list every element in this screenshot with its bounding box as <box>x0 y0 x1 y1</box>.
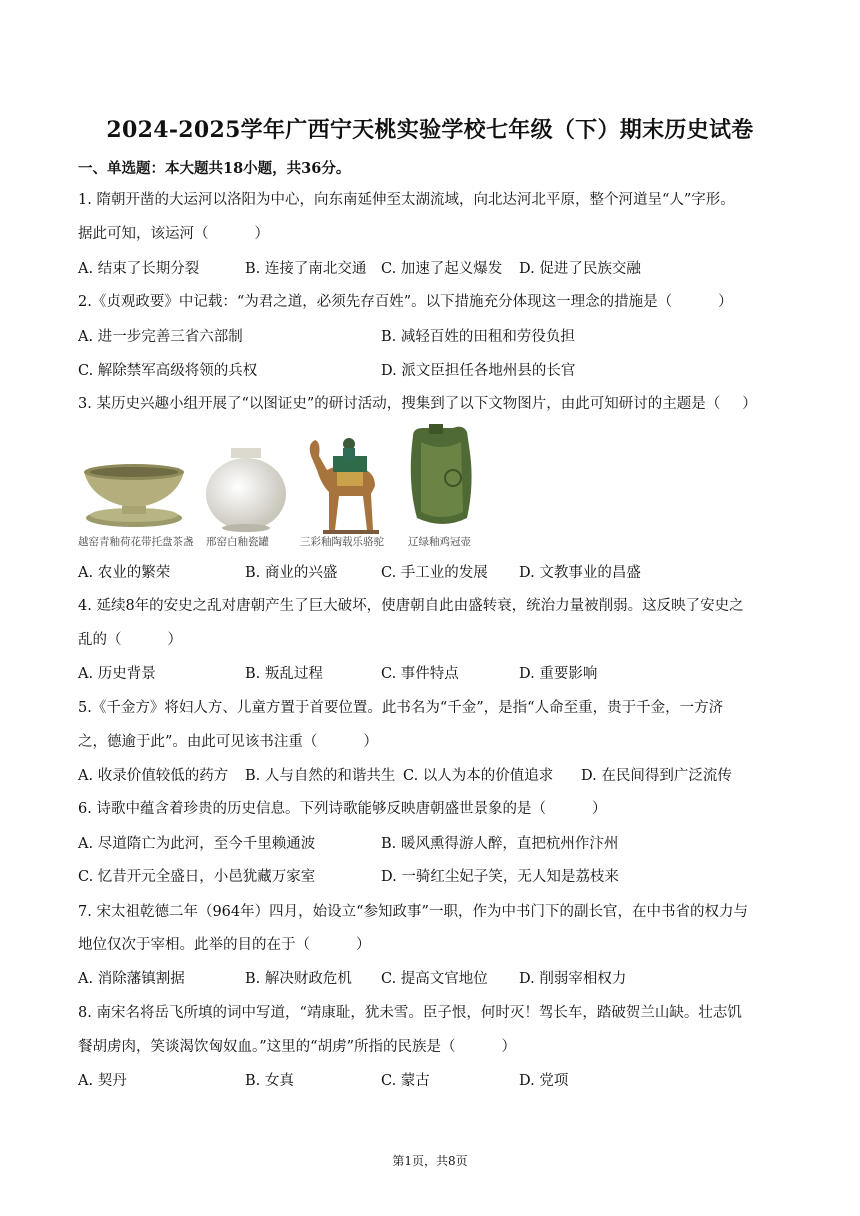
artifact-caption-2: 邢窑白釉瓷罐 <box>206 536 269 548</box>
question-5-option-d: D. 在民间得到广泛流传 <box>581 768 732 784</box>
question-8-option-a: A. 契丹 <box>78 1073 127 1089</box>
question-8-option-c: C. 蒙古 <box>381 1073 430 1089</box>
question-1-stem-line-1: 1. 隋朝开凿的大运河以洛阳为中心，向东南延伸至太湖流域，向北达河北平原，整个河道呈“人”字形。 <box>78 192 735 208</box>
question-6-option-a: A. 尽道隋亡为此河，至今千里赖通波 <box>78 836 316 852</box>
question-5-option-c: C. 以人为本的价值追求 <box>403 768 554 784</box>
question-4-stem-line-1: 4. 延续8年的安史之乱对唐朝产生了巨大破坏，使唐朝自此由盛转衰，统治力量被削弱。这反映了安史之 <box>78 598 744 614</box>
question-4-option-b: B. 叛乱过程 <box>245 666 323 682</box>
question-1-option-a: A. 结束了长期分裂 <box>78 261 200 277</box>
white-porcelain-jar-image <box>203 444 289 534</box>
artifact-caption-3: 三彩釉陶载乐骆驼 <box>300 536 384 548</box>
question-4-stem-line-2: 乱的（ ） <box>78 632 182 648</box>
question-1-option-b: B. 连接了南北交通 <box>245 261 367 277</box>
question-1-option-d: D. 促进了民族交融 <box>519 261 641 277</box>
question-7-stem-line-2: 地位仅次于宰相。此举的目的在于（ ） <box>78 937 371 953</box>
question-3-option-a: A. 农业的繁荣 <box>78 565 171 581</box>
question-4-option-a: A. 历史背景 <box>78 666 156 682</box>
question-2-stem: 2.《贞观政要》中记载：“为君之道，必须先存百姓”。以下措施充分体现这一理念的措施是（ ） <box>78 294 733 310</box>
question-3-option-b: B. 商业的兴盛 <box>245 565 338 581</box>
question-3-option-c: C. 手工业的发展 <box>381 565 488 581</box>
artifact-caption-4: 辽绿釉鸡冠壶 <box>408 536 471 548</box>
question-3-option-d: D. 文教事业的昌盛 <box>519 565 641 581</box>
question-7-option-c: C. 提高文官地位 <box>381 971 488 987</box>
question-6-option-b: B. 暖风熏得游人醉，直把杭州作汴州 <box>381 836 619 852</box>
question-4-option-d: D. 重要影响 <box>519 666 598 682</box>
question-1-option-c: C. 加速了起义爆发 <box>381 261 503 277</box>
question-8-option-d: D. 党项 <box>519 1073 569 1089</box>
artifact-images <box>78 422 488 552</box>
question-5-stem-line-2: 之，德逾于此”。由此可见该书注重（ ） <box>78 734 378 750</box>
question-7-stem-line-1: 7. 宋太祖乾德二年（964年）四月，始设立“参知政事”一职，作为中书门下的副长官，在中书省的权力与 <box>78 904 748 920</box>
question-2-option-a: A. 进一步完善三省六部制 <box>78 329 243 345</box>
question-5-option-b: B. 人与自然的和谐共生 <box>245 768 396 784</box>
question-2-option-b: B. 减轻百姓的田租和劳役负担 <box>381 329 575 345</box>
question-3-stem: 3. 某历史兴趣小组开展了“以图证史”的研讨活动，搜集到了以下文物图片，由此可知研讨的主题是（ ） <box>78 396 757 412</box>
page-footer: 第1页，共8页 <box>392 1154 468 1168</box>
exam-title: 2024-2025学年广西宁天桃实验学校七年级（下）期末历史试卷 <box>106 117 754 143</box>
question-8-stem-line-1: 8. 南宋名将岳飞所填的词中写道，“靖康耻，犹未雪。臣子恨，何时灭！驾长车，踏破贺兰山缺。壮志饥 <box>78 1005 742 1021</box>
question-7-option-a: A. 消除藩镇割据 <box>78 971 185 987</box>
green-glaze-ewer-image <box>403 422 479 532</box>
artifact-caption-1: 越窑青釉荷花带托盘茶盏 <box>78 536 194 548</box>
sancai-camel-image <box>303 426 383 536</box>
question-7-option-d: D. 削弱宰相权力 <box>519 971 627 987</box>
question-8-option-b: B. 女真 <box>245 1073 294 1089</box>
section-heading: 一、单选题：本大题共18小题，共36分。 <box>78 160 351 177</box>
celadon-tea-bowl-image <box>78 460 190 532</box>
question-1-stem-line-2: 据此可知，该运河（ ） <box>78 226 269 242</box>
question-7-option-b: B. 解决财政危机 <box>245 971 352 987</box>
question-4-option-c: C. 事件特点 <box>381 666 459 682</box>
question-5-option-a: A. 收录价值较低的药方 <box>78 768 229 784</box>
question-6-option-d: D. 一骑红尘妃子笑，无人知是荔枝来 <box>381 869 619 885</box>
question-6-option-c: C. 忆昔开元全盛日，小邑犹藏万家室 <box>78 869 316 885</box>
question-8-stem-line-2: 餐胡虏肉，笑谈渴饮匈奴血。”这里的“胡虏”所指的民族是（ ） <box>78 1039 516 1055</box>
question-6-stem: 6. 诗歌中蕴含着珍贵的历史信息。下列诗歌能够反映唐朝盛世景象的是（ ） <box>78 801 607 817</box>
question-2-option-c: C. 解除禁军高级将领的兵权 <box>78 363 258 379</box>
question-5-stem-line-1: 5.《千金方》将妇人方、儿童方置于首要位置。此书名为“千金”，是指“人命至重，贵于千金，一方济 <box>78 700 724 716</box>
question-2-option-d: D. 派文臣担任各地州县的长官 <box>381 363 576 379</box>
